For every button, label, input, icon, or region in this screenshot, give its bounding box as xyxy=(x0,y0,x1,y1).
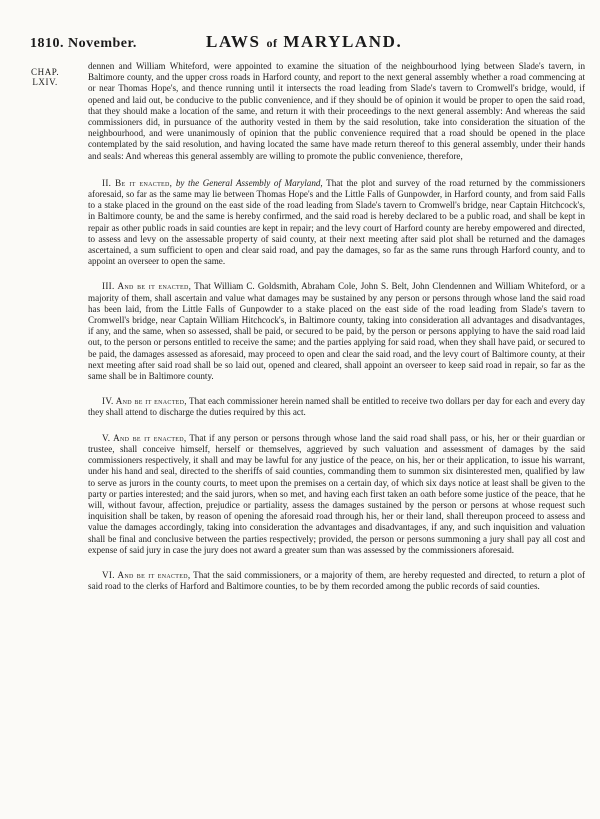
section-lead-italic: by the General Assembly of Maryland, xyxy=(175,177,323,188)
header-title xyxy=(206,32,402,52)
chapter-margin-note xyxy=(31,67,59,87)
section-3 xyxy=(88,281,585,382)
section-2 xyxy=(88,178,585,268)
section-lead: III. And be it enacted, xyxy=(102,281,192,292)
section-lead: V. And be it enacted, xyxy=(102,432,187,443)
section-lead: VI. And be it enacted, xyxy=(102,569,191,580)
chapter-number: LXIV. xyxy=(32,77,58,87)
section-6 xyxy=(88,570,585,592)
chapter-label: CHAP. xyxy=(31,67,60,77)
section-text: That the said commissioners, or a majority of them, are hereby requested and directed, to return a plot of said road to the clerks of Harford and Baltimore counties, to be by them recorded among the public records of said counties. xyxy=(88,569,585,592)
section-text: dennen and William Whiteford, were appointed to examine the situation of the neighbourhood lying between Slade's tavern, in Baltimore county, and the upper cross roads in Harford county, and report to the next general assembly whether a road commencing at or near Thomas Hope's, and thence running until it intersects the road leading from Slade's tavern to Cromwell's bridge, would, if opened and laid out, be conducive to the public convenience, and if they should be of opinion it would be proper to open the said road, that they should make a location of the same, and return it with their proceedings to the next general assembly: And whereas the said commissioners did, in pursuance of the authority vested in them by the said resolution, take into consideration the situation of the neighbourhood, and were unanimously of opinion that the public convenience required that a road should be opened in the place contemplated by the said resolution, and having located the same have made return thereof to this general assembly, under their hands and seals: And whereas this general assembly are willing to promote the public convenience, therefore, xyxy=(88,61,585,161)
running-header xyxy=(30,32,586,56)
header-date: 1810. November. xyxy=(30,36,137,51)
section-lead: IV. And be it enacted, xyxy=(102,396,187,407)
document-body xyxy=(88,61,585,606)
section-text: That the plot and survey of the road returned by the commissioners aforesaid, so far as the same may lie between Thomas Hope's and the Little Falls of Gunpowder, in Harford county, and from said Falls to a stake placed in the ground on the east side of the road leading from Slade's tavern to Cromwell's bridge, near Captain Hitchcock's, in Baltimore county, be and the same is hereby confirmed, and the said road is hereby declared to be a public road, and shall be kept in repair as other public roads in said counties are kept in repair; and the levy court of Harford county are hereby empowered and directed, to assess and levy on the assessable property of said county, at their next meeting after said plot shall be returned and the damages ascertained, a sum sufficient to open and clear said road, and pay the damages, so far as the same runs through Harford county, and to appoint an overseer to open the same. xyxy=(88,177,585,267)
title-laws: LAWS xyxy=(206,32,261,51)
section-text: That each commissioner herein named shall be entitled to receive two dollars per day for each and every day they shall attend to discharge the duties required by this act. xyxy=(88,396,586,418)
section-lead: II. Be it enacted, xyxy=(102,177,173,188)
title-of: of xyxy=(266,36,278,50)
section-5 xyxy=(88,433,585,556)
section-text: That if any person or persons through whose land the said road shall pass, or his, her or their guardian or trustee, shall conceive himself, herself or themselves, aggrieved by such valuation and assessment of damages by the said commissioners respectively, it shall and may be lawful for any justice of the peace, on his, her or their application, to issue his warrant, under his hand and seal, directed to the sheriffs of said counties, commanding them to summon six disinterested men, qualified by law to serve as jurors in the county courts, to meet upon the premises on a certain day, of which six days notice at least shall be given to the party or parties interested; and the said jurors, when so met, and having each first taken an oath before some justice of the peace, that he will, without favour, affection, prejudice or partiality, assess the damages sustained by the person or persons at whose request such inquisition shall be taken, by reason of opening the aforesaid road through his, her or their land, shall thereupon proceed to assess and value the damages accordingly, taking into consideration the advantages and disadvantages, if any, and such inquisition and valuation shall be final and conclusive between the parties respectively; provided, the person or persons summoning a jury shall pay all cost and expense of said jury in case the jury does not award a greater sum than was assessed by the commissioners aforesaid. xyxy=(88,432,585,555)
section-preamble xyxy=(88,61,585,162)
section-4 xyxy=(88,396,585,418)
title-state: MARYLAND. xyxy=(283,32,403,51)
section-text: That William C. Goldsmith, Abraham Cole, John S. Belt, John Clendennen and William Whiteford, or a majority of them, shall ascertain and value what damages may be sustained by any person or persons through whose land the said road has been laid, from the Little Falls of Gunpowder to a stake placed on the east side of the road leading from Slade's tavern to Cromwell's bridge, near Captain William Hitchcock's, in Baltimore county, taking into consideration all advantages and disadvantages, if any, and the same, when so assessed, shall be paid, or secured to be paid, by the person or persons applying to have the said road laid out, to the person or persons entitled to receive the same; and the parties applying for said road, when they shall have paid, or secured to be paid, the damages assessed as aforesaid, may proceed to open and clear the said road, and the levy court of Baltimore county, at their next meeting after said road shall be so laid out, opened and cleared, shall appoint an overseer to keep said road in repair, so far as the same shall be in Baltimore county. xyxy=(88,281,586,382)
